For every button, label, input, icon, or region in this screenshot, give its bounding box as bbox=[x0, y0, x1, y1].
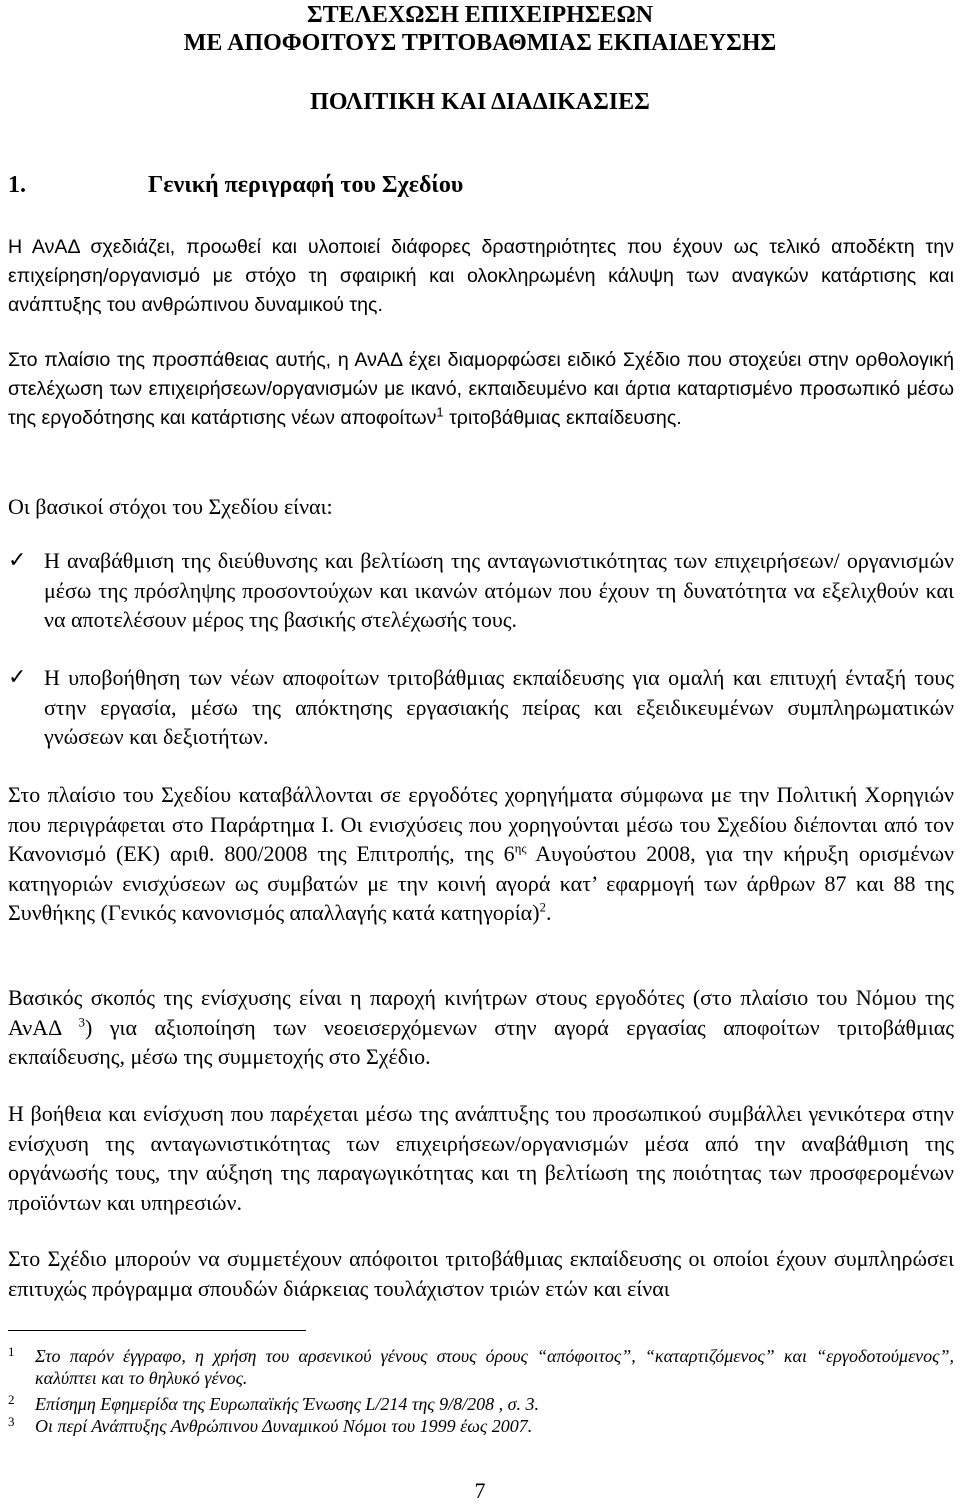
document-title-line-1: ΣΤΕΛΕΧΩΣΗ ΕΠΙΧΕΙΡΗΣΕΩΝ bbox=[306, 2, 654, 28]
footnote-1-number: 1 bbox=[8, 1344, 15, 1359]
paragraph-purpose-text-cont: ) για αξιοποίηση των νεοεισερχόμενων στην αγορά εργασίας αποφοίτων τριτοβάθμιας εκπαίδευσης, μέσω της συμμετοχής στο Σχέδιο. bbox=[8, 1014, 955, 1069]
paragraph-grants-text-cont: Αυγούστου 2008, για την κήρυξη ορισμένων κατηγοριών ενισχύσεων ως συμβατών με την κοινή αγορά κατ’ εφαρμογή των άρθρων 87 και 88 της Συνθήκης (Γενικός κανονισμός απαλλαγής κατά κατηγορία) bbox=[8, 841, 954, 925]
footnote-ref-2: 2 bbox=[539, 899, 547, 915]
footnote-ref-3: 3 bbox=[78, 1014, 86, 1030]
paragraph-grants-text: Στο πλαίσιο του Σχεδίου καταβάλλονται σε εργοδότες χορηγήματα σύμφωνα με την Πολιτική Χορηγιών που περιγράφεται στο Παράρτημα Ι. Οι ενισχύσεις που χορηγούνται μέσω του Σχεδίου διέπονται από τον Κανονισμό (ΕΚ) αριθ. 800/2008 της Επιτροπής, της 6 bbox=[8, 782, 954, 866]
section-number: 1. bbox=[8, 172, 26, 198]
paragraph-grants-end: . bbox=[546, 900, 552, 925]
paragraph-context bbox=[8, 346, 954, 433]
checkmark-icon: ✓ bbox=[8, 548, 27, 573]
section-title: Γενική περιγραφή του Σχεδίου bbox=[148, 172, 464, 198]
document-subtitle: ΠΟΛΙΤΙΚΗ ΚΑΙ ΔΙΑΔΙΚΑΣΙΕΣ bbox=[310, 89, 650, 115]
goal-bullet-2-text: Η υποβοήθηση των νέων αποφοίτων τριτοβάθμιας εκπαίδευσης για ομαλή και επιτυχή ένταξή τους στην εργασία, μέσω της απόκτησης εργασιακής πείρας και εξειδικευμένων συμπληρωματικών γνώσεων και δεξιοτήτων. bbox=[44, 665, 954, 749]
footnote-3-number: 3 bbox=[8, 1414, 15, 1429]
page-number: 7 bbox=[474, 1478, 486, 1503]
paragraph-intro: Η ΑνΑΔ σχεδιάζει, προωθεί και υλοποιεί διάφορες δραστηριότητες που έχουν ως τελικό αποδέκτη την επιχείρηση/οργανισμό με στόχο τη σφαιρική και ολοκληρωμένη κάλυψη των αναγκών κατάρτισης και ανάπτυξης του ανθρώπινου δυναμικού της. bbox=[8, 236, 954, 316]
document-title-line-2: ΜΕ ΑΠΟΦΟΙΤΟΥΣ ΤΡΙΤΟΒΑΘΜΙΑΣ ΕΚΠΑΙΔΕΥΣΗΣ bbox=[183, 30, 777, 56]
paragraph-context-text: Στο πλαίσιο της προσπάθειας αυτής, η ΑνΑΔ έχει διαμορφώσει ειδικό Σχέδιο που στοχεύει στην ορθολογική στελέχωση των επιχειρήσεων/οργανισμών με ικανό, εκπαιδευμένο και άρτια καταρτισμένο προσωπικό μέσω της εργοδότησης και κατάρτισης νέων αποφοίτων bbox=[8, 349, 954, 429]
paragraph-grants bbox=[8, 780, 954, 928]
ordinal-suffix: ης bbox=[514, 840, 527, 856]
section-heading bbox=[8, 170, 463, 200]
paragraph-purpose-text: Βασικός σκοπός της ενίσχυσης είναι η παροχή κινήτρων στους εργοδότες (στο πλαίσιο του Νόμου της ΑνΑΔ bbox=[8, 985, 954, 1040]
footnote-ref-1: 1 bbox=[436, 404, 444, 420]
footnote-3-text: Οι περί Ανάπτυξης Ανθρώπινου Δυναμικού Νόμοι του 1999 έως 2007. bbox=[35, 1416, 533, 1436]
paragraph-purpose bbox=[8, 983, 954, 1072]
footnote-2-number: 2 bbox=[8, 1392, 15, 1407]
goal-bullet-1-text: Η αναβάθμιση της διεύθυνσης και βελτίωση της ανταγωνιστικότητας των επιχειρήσεων/ οργανισμών μέσω της πρόσληψης προσοντούχων και ικανών ατόμων που έχουν τη δυνατότητα να εξελιχθούν και να αποτελέσουν μέρος της βασικής στελέχωσής τους. bbox=[44, 548, 954, 632]
footnote-2-text: Επίσημη Εφημερίδα της Ευρωπαϊκής Ένωσης L/214 της 9/8/208 , σ. 3. bbox=[35, 1394, 539, 1414]
paragraph-support: Η βοήθεια και ενίσχυση που παρέχεται μέσω της ανάπτυξης του προσωπικού συμβάλλει γενικότερα στην ενίσχυση της ανταγωνιστικότητας των επιχειρήσεων/οργανισμών μέσα από την αναβάθμιση της οργάνωσής τους, την αύξηση της παραγωγικότητας και τη βελτίωση της ποιότητας των προσφερομένων προϊόντων και υπηρεσιών. bbox=[8, 1101, 954, 1215]
footnote-1-text: Στο παρόν έγγραφο, η χρήση του αρσενικού γένους στους όρους “απόφοιτος”, “καταρτιζόμενος” και “εργοδοτούμενος”, καλύπτει και το θηλυκό γένος. bbox=[35, 1346, 954, 1388]
paragraph-goals-intro: Οι βασικοί στόχοι του Σχεδίου είναι: bbox=[8, 494, 333, 519]
paragraph-context-tail: τριτοβάθμιας εκπαίδευσης. bbox=[443, 407, 682, 429]
paragraph-eligibility: Στο Σχέδιο μπορούν να συμμετέχουν απόφοιτοι τριτοβάθμιας εκπαίδευσης οι οποίοι έχουν συμπληρώσει επιτυχώς πρόγραμμα σπουδών διάρκειας τουλάχιστον τριών ετών και είναι bbox=[8, 1246, 954, 1301]
checkmark-icon: ✓ bbox=[8, 665, 27, 690]
footnote-divider bbox=[8, 1330, 306, 1331]
